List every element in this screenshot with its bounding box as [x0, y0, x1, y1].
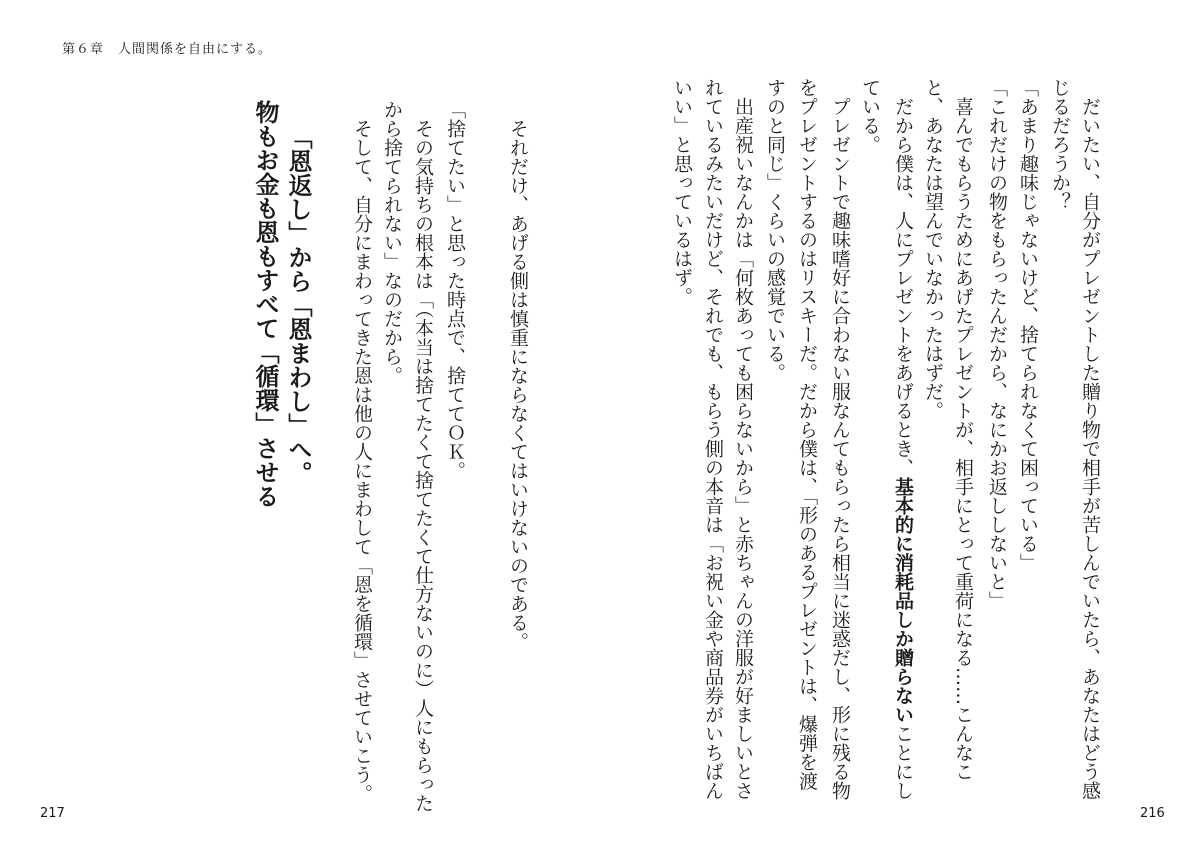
text-line: 出産祝いなんかは「何枚あっても困らないから」と赤ちゃんの洋服が好ましいとさ [732, 78, 754, 800]
text-line: そして、自分にまわってきた恩は他の人にまわして「恩を循環」させていこう。 [351, 100, 373, 803]
text-line: すのと同じ」くらいの感覚でいる。 [764, 78, 786, 382]
text-line: 「あまり趣味じゃないけど、捨てられなくて困っている」 [1017, 78, 1039, 572]
bold-emphasis: 基本的に消耗品しか贈らない [892, 477, 914, 724]
text-line: じるだろうか？ [1049, 78, 1071, 211]
text-line: 「捨てたい」と思った時点で、捨ててＯＫ。 [444, 100, 466, 480]
page-number-left: 217 [40, 806, 65, 821]
text-line: 「これだけの物をもらったんだから、なにかお返ししないと」 [986, 78, 1008, 610]
chapter-header: 第６章 人間関係を自由にする。 [62, 42, 273, 57]
text-line: をプレゼントするのはリスキーだ。だから僕は、「形のあるプレゼントは、爆弾を渡 [796, 78, 818, 791]
text-segment: ことにし [892, 724, 914, 800]
text-line: いい」と思っているはず。 [671, 78, 693, 306]
headline-line-2: 物もお金も恩もすべて「循環」させる [251, 100, 279, 508]
headline-line-1: 「恩返し」から「恩まわし」へ。 [284, 125, 312, 485]
text-segment: だから僕は、人にプレゼントをあげるとき、 [892, 78, 914, 477]
text-line: その気持ちの根本は「（本当は捨てたくて捨てたくて仕方ないのに）人にもらった [412, 100, 434, 813]
text-line: ている。 [859, 78, 881, 154]
text-line: れているみたいだけど、それでも、もらう側の本音は「お祝い金や商品券がいちばん [702, 78, 724, 800]
text-line: 喜んでもらうためにあげたプレゼントが、相手にとって重荷になる……こんなこ [952, 78, 974, 781]
text-line: プレゼントで趣味嗜好に合わない服なんてもらったら相当に迷惑だし、形に残る物 [829, 78, 851, 800]
text-line: それだけ、あげる側は慎重にならなくてはいけないのである。 [507, 100, 529, 651]
text-line-with-emphasis [891, 78, 915, 800]
text-line: だいたい、自分がプレゼントした贈り物で相手が苦しんでいたら、あなたはどう感 [1079, 78, 1101, 800]
text-line: から捨てられない」なのだから。 [381, 100, 403, 385]
text-line: と、あなたは望んでいなかったはずだ。 [922, 78, 944, 420]
page-number-right: 216 [1140, 806, 1165, 821]
